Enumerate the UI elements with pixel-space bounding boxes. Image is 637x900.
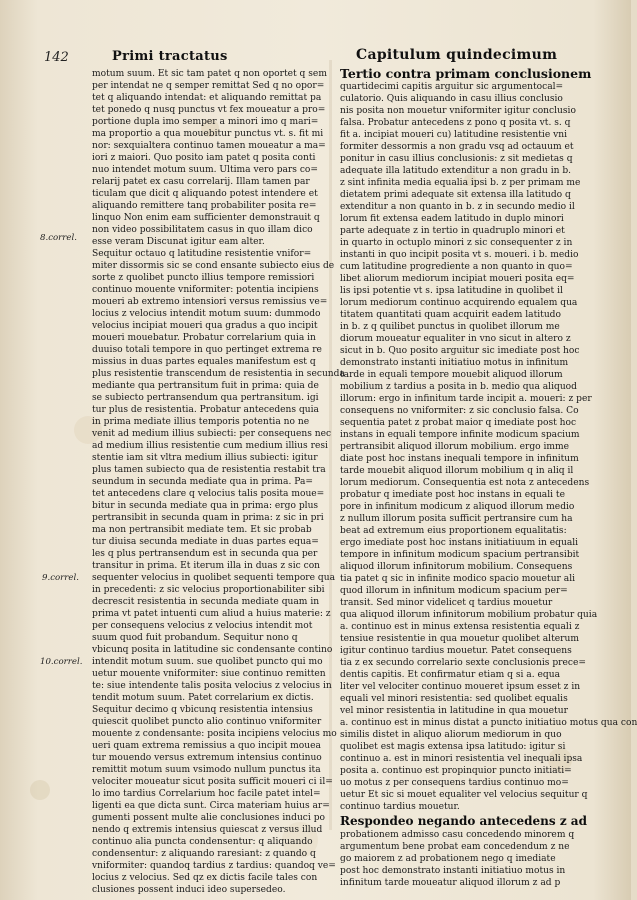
right-text-column	[340, 66, 637, 889]
text-line: infinitum tarde moueatur aliquod illorum z ad p	[340, 878, 561, 888]
text-line: seundum in secunda mediate qua in prima. Pa=	[92, 477, 313, 487]
text-line: ligenti ea que dicta sunt. Circa materiam huius ar=	[92, 801, 330, 811]
text-line: igitur continuo tardius mouetur. Patet consequens	[340, 646, 572, 656]
text-line: pertransibit in secunda quam in prima: z sic in pri	[92, 513, 324, 523]
running-head-right: Capitulum quindecimum	[356, 47, 558, 63]
right-column-paragraph-1	[340, 81, 637, 813]
text-line: nendo q extremis intensius quiescat z versus illud	[92, 825, 323, 835]
text-line: nuo intendet motum suum. Ultima vero pars co=	[92, 165, 319, 175]
text-line: clusiones possent induci ideo supersedeo.	[92, 885, 286, 895]
text-line: uo motus z per consequens tardius continuo mo=	[340, 778, 569, 788]
margin-note-8-correl: 8.correl.	[40, 233, 77, 243]
text-line: pertransibit aliquod illorum mobilium. ergo imme	[340, 442, 570, 452]
text-line: ma non pertransibit mediate tem. Et sic probab	[92, 525, 312, 535]
text-line: nis posita non mouetur vniformiter igitur conclusio	[340, 106, 576, 116]
text-line: quod illorum in infinitum modicum spacium per=	[340, 586, 568, 596]
text-line: post hoc demonstrato instanti initiatiuo motus in	[340, 866, 566, 876]
margin-note-10-correl: 10.correl.	[40, 657, 83, 667]
text-line: tensiue resistentie in qua mouetur quolibet alterum	[340, 634, 579, 644]
text-line: consequens no vniformiter: z sic conclusio falsa. Co	[340, 406, 579, 416]
text-line: formiter dessormis a non gradu vsq ad octauum et	[340, 142, 574, 152]
text-line: ponitur in casu illius conclusionis: z sit medietas q	[340, 154, 573, 164]
text-line: parte adequate z in tertio in quadruplo minori et	[340, 226, 565, 236]
text-line: portione dupla imo semper a minori imo q mari=	[92, 117, 319, 127]
text-line: stentie iam sit vltra medium illius subiecti: igitur	[92, 453, 318, 463]
text-line: ergo imediate post hoc instans initiatiuum in equali	[340, 538, 579, 548]
section-heading-respondeo: Respondeo negando antecedens z ad	[340, 814, 587, 828]
right-column-paragraph-2	[340, 829, 576, 889]
text-line: z nullum illorum posita sufficit pertransire cum ha	[340, 514, 573, 524]
text-line: pore in infinitum modicum z aliquod illorum medio	[340, 502, 575, 512]
text-line: suum quod fuit probandum. Sequitur nono q	[92, 633, 298, 643]
text-line: vel minor resistentia in latitudine in qua mouetur	[340, 706, 568, 716]
text-line: les q plus pertransendum est in secunda qua per	[92, 549, 318, 559]
text-line: velocius incipiat moueri qua gradus a quo incipit	[92, 321, 318, 331]
text-line: go maiorem z ad probationem nego q imediate	[340, 854, 556, 864]
text-line: aliquando remittere tanq probabiliter posita re=	[92, 201, 317, 211]
text-line: tur mouendo versus extremum intensius continuo	[92, 753, 322, 763]
text-line: vbicunq posita in latitudine sic condensante contino	[92, 645, 333, 655]
text-line: transitur in prima. Et iterum illa in duas z sic con	[92, 561, 321, 571]
text-line: quolibet est magis extensa ipsa latitudo: igitur si	[340, 742, 566, 752]
text-line: tia patet q sic in infinite modico spacio mouetur ali	[340, 574, 576, 584]
text-line: tempore in infinitum modicum spacium pertransibit	[340, 550, 580, 560]
text-line: bitur in secunda mediate qua in prima: ergo plus	[92, 501, 319, 511]
text-line: tendit motum suum. Patet correlarium ex dictis.	[92, 693, 314, 703]
text-line: adequate illa latitudo extenditur a non gradu in b.	[340, 166, 572, 176]
text-line: moueri mouebatur. Probatur correlarium quia in	[92, 333, 316, 343]
text-line: quiescit quolibet puncto alio continuo vniformiter	[92, 717, 322, 727]
text-line: prima vt patet intuenti cum aliud a huius materie: z	[92, 609, 331, 619]
text-line: tet antecedens clare q velocius talis posita moue=	[92, 489, 325, 499]
text-line: continuo a. est in minori resistentia vel inequali ipsa	[340, 754, 583, 764]
text-line: lorum mediorum continuo acquirendo equalem qua	[340, 298, 578, 308]
text-line: continuo tardius mouetur.	[340, 802, 460, 812]
text-line: extenditur a non quanto in b. z in secundo medio il	[340, 202, 575, 212]
text-line: intendit motum suum. sue quolibet puncto qui mo	[92, 657, 323, 667]
text-line: continuo alia puncta condensentur: q aliquando	[92, 837, 313, 847]
text-line: nor: sexquialtera continuo tamen moueatur a ma=	[92, 141, 326, 151]
text-line: lorum fit extensa eadem latitudo in duplo minori	[340, 214, 564, 224]
text-line: diate post hoc instans inequali tempore in infinitum	[340, 454, 579, 464]
text-line: tarde in equali tempore mouebit aliquod illorum	[340, 370, 563, 380]
text-line: probatur q imediate post hoc instans in equali te	[340, 490, 565, 500]
text-line: sequenter velocius in quolibet sequenti tempore qua	[92, 573, 336, 583]
text-line: velociter moueatur sicut posita sufficit moueri ci il=	[92, 777, 333, 787]
text-line: Sequitur decimo q vbicunq resistentia intensius	[92, 705, 313, 715]
margin-note-9-correl: 9.correl.	[42, 573, 79, 583]
text-line: lorum mediorum. Consequentia est nota z antecedens	[340, 478, 590, 488]
text-line: tur plus de resistentia. Probatur antecedens quia	[92, 405, 319, 415]
text-line: in precedenti: z sic velocius proportionabiliter sibi	[92, 585, 325, 595]
text-line: mobilium z tardius a posita in b. medio qua aliquod	[340, 382, 577, 392]
text-line: plus resistentie transcendum de resistentia in secunda	[92, 369, 345, 379]
left-text-column	[92, 68, 345, 896]
text-line: libet aliorum mediorum incipiat moueri posita eq=	[340, 274, 575, 284]
text-line: gumenti possent multe alie conclusiones induci po	[92, 813, 325, 823]
text-line: tarde mouebit aliquod illorum mobilium q in aliq il	[340, 466, 574, 476]
text-line: mediante qua pertransitum fuit in prima: quia de	[92, 381, 319, 391]
text-line: dietatem primi adequate sit extensa illa latitudo q	[340, 190, 571, 200]
text-line: per consequens velocius z velocius intendit mot	[92, 621, 313, 631]
text-line: iori z maiori. Quo posito iam patet q posita conti	[92, 153, 316, 163]
text-line: in quarto in octuplo minori z sic consequenter z in	[340, 238, 573, 248]
text-line: venit ad medium illius subiecti: per consequens nec	[92, 429, 332, 439]
text-line: uetur Et sic si mouet equaliter vel velocius sequitur q	[340, 790, 588, 800]
text-line: locius z velocius. Sed qz ex dictis facile tales con	[92, 873, 318, 883]
text-line: continuo mouente vniformiter: potentia incipiens	[92, 285, 319, 295]
text-line: beat ad extremum eius proportionem equalitatis:	[340, 526, 567, 536]
text-line: decrescit resistentia in secunda mediate quam in	[92, 597, 320, 607]
text-line: a. continuo est in minus distat a puncto initiatiuo motus qua con	[340, 718, 637, 728]
text-line: vniformiter: quandoq tardius z tardius: quandoq ve=	[92, 861, 336, 871]
text-line: miter dissormis sic se cond ensante subiecto eius de	[92, 261, 335, 271]
text-line: te: siue intendente talis posita velocius z velocius in	[92, 681, 332, 691]
text-line: ma proportio a qua mouebitur punctus vt. s. fit mi	[92, 129, 324, 139]
text-line: a. continuo est in minus extensa resistentia equali z	[340, 622, 580, 632]
text-line: ticulam que dicit q aliquando potest intendere et	[92, 189, 318, 199]
text-line: culatorio. Quis aliquando in casu illius conclusio	[340, 94, 563, 104]
text-line: qua aliquod illorum infinitorum mobilium probatur quia	[340, 610, 598, 620]
text-line: in prima mediate illius temporis potentia no ne	[92, 417, 310, 427]
text-line: esse veram Discunat igitur eam alter.	[92, 237, 265, 247]
text-line: fit a. incipiat moueri cu) latitudine resistentie vni	[340, 130, 568, 140]
text-line: similis distet in aliquo aliorum mediorum in quo	[340, 730, 562, 740]
text-line: sicut in b. Quo posito arguitur sic imediate post hoc	[340, 346, 580, 356]
text-line: instanti in quo incipit posita vt s. moueri. i b. medio	[340, 250, 579, 260]
text-line: argumentum bene probat eam concedendum z ne	[340, 842, 570, 852]
text-line: sorte z quolibet puncto illius tempore remissiori	[92, 273, 315, 283]
text-line: Sequitur octauo q latitudine resistentie vnifor=	[92, 249, 312, 259]
text-line: instans in equali tempore infinite modicum spacium	[340, 430, 580, 440]
text-line: condensentur: z aliquando raresiant: z quando q	[92, 849, 316, 859]
text-line: probationem admisso casu concedendo minorem q	[340, 830, 575, 840]
page-number: 142	[44, 50, 69, 65]
text-line: in b. z q quilibet punctus in quolibet illorum me	[340, 322, 560, 332]
text-line: lis ipsi potentie vt s. ipsa latitudine in quolibet il	[340, 286, 563, 296]
text-line: ueri quam extrema remissius a quo incipit mouea	[92, 741, 321, 751]
text-line: locius z velocius intendit motum suum: dummodo	[92, 309, 321, 319]
text-line: equali vel minori resistentia: sed quolibet equalis	[340, 694, 568, 704]
text-line: linquo Non enim eam sufficienter demonstrauit q	[92, 213, 320, 223]
text-line: falsa. Probatur antecedens z pono q posita vt. s. q	[340, 118, 571, 128]
text-line: ad medium illius resistentie cum medium illius resi	[92, 441, 328, 451]
running-head-left: Primi tractatus	[112, 49, 228, 64]
section-heading-tertio: Tertio contra primam conclusionem	[340, 66, 592, 81]
text-line: titatem quantitati quam acquirit eadem latitudo	[340, 310, 561, 320]
text-line: mouente z condensante: posita incipiens velocius mo	[92, 729, 337, 739]
text-line: motum suum. Et sic tam patet q non oportet q sem	[92, 69, 327, 79]
text-line: plus tamen subiecto qua de resistentia restabit tra	[92, 465, 326, 475]
text-line: tet ponedo q nusq punctus vt fex moueatur a pro=	[92, 105, 326, 115]
text-line: relarij patet ex casu correlarij. Illam tamen par	[92, 177, 310, 187]
text-line: non video possibilitatem casus in quo illam dico	[92, 225, 313, 235]
text-line: tet q aliquando intendat: et aliquando remittat pa	[92, 93, 322, 103]
text-line: z sint infinita media equalia ipsi b. z per primam me	[340, 178, 581, 188]
text-line: diorum moueatur equaliter in vno sicut in altero z	[340, 334, 571, 344]
text-line: illorum: ergo in infinitum tarde incipit a. moueri: z per	[340, 394, 592, 404]
text-line: per intendat ne q semper remittat Sed q no opor=	[92, 81, 325, 91]
text-line: sequentia patet z probat maior q imediate post hoc	[340, 418, 577, 428]
text-line: lo imo tardius Correlarium hoc facile patet intel=	[92, 789, 321, 799]
text-line: liter vel velociter continuo moueret ipsum esset z in	[340, 682, 581, 692]
text-line: aliquod illorum infinitorum mobilium. Consequens	[340, 562, 573, 572]
text-line: dentis capitis. Et confirmatur etiam q si a. equa	[340, 670, 560, 680]
text-line: transit. Sed minor videlicet q tardius mouetur	[340, 598, 553, 608]
text-line: tia z ex secundo correlario sexte conclusionis prece=	[340, 658, 586, 668]
text-line: tur diuisa secunda mediate in duas partes equa=	[92, 537, 319, 547]
text-line: posita a. continuo est propinquior puncto initiati=	[340, 766, 572, 776]
text-line: missius in duas partes equales manifestum est q	[92, 357, 316, 367]
text-line: quartidecimi capitis arguitur sic argumentocal=	[340, 82, 564, 92]
text-line: moueri ab extremo intensiori versus remissius ve=	[92, 297, 328, 307]
text-line: cum latitudine progrediente a non quanto in quo=	[340, 262, 573, 272]
text-line: uetur mouente vniformiter: siue continuo remitten	[92, 669, 326, 679]
text-line: se subiecto pertransendum qua pertransitum. igi	[92, 393, 319, 403]
text-line: remittit motum suum vsimodo nullum punctus ita	[92, 765, 321, 775]
text-line: demonstrato instanti initiatiuo motus in infinitum	[340, 358, 569, 368]
text-line: duuiso totali tempore in quo pertinget extrema re	[92, 345, 322, 355]
